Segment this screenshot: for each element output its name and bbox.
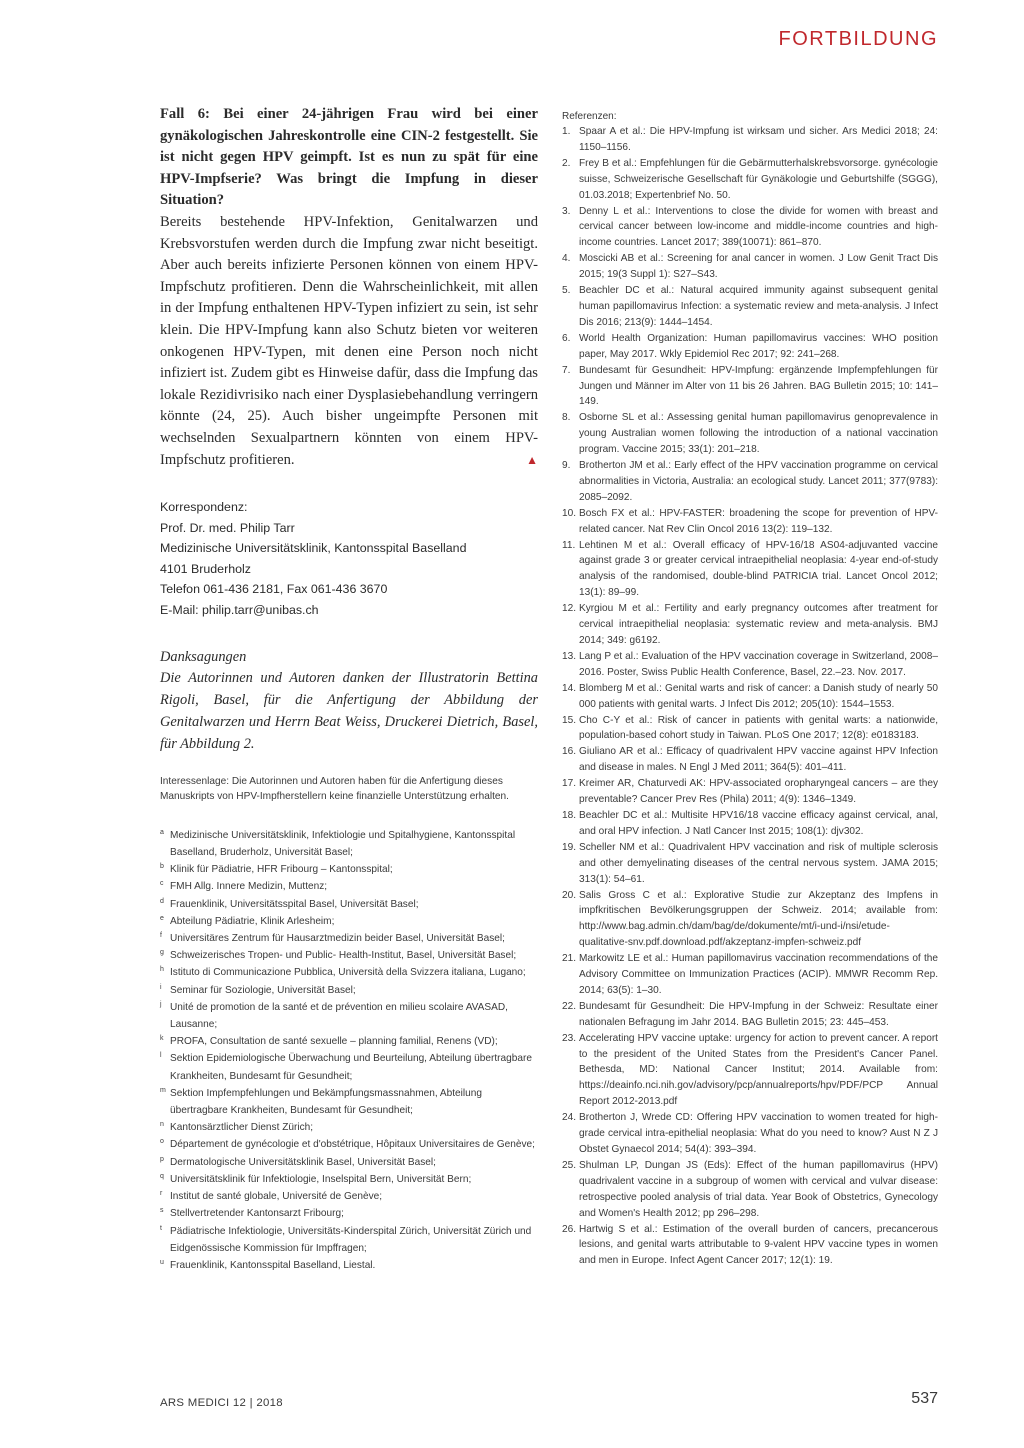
correspondence-institution: Medizinische Universitätsklinik, Kantonsspital Baselland (160, 541, 467, 556)
reference-number: 22. (562, 1000, 577, 1012)
reference-text: Lang P et al.: Evaluation of the HPV vaccination coverage in Switzerland, 2008–2016. Poster, Swiss Public Health Conference, Basel, 22.–23. Nov. 2017. (579, 650, 938, 678)
reference-item (562, 363, 938, 411)
left-column (160, 104, 538, 1274)
affiliation-text: Sektion Impfempfehlungen und Bekämpfungsmassnahmen, Abteilung übertragbare Krankheiten, Bundesamt für Gesundheit; (170, 1087, 482, 1117)
affiliation-item (160, 930, 538, 947)
reference-number: 11. (562, 539, 576, 551)
reference-item (562, 124, 938, 156)
reference-text: Bundesamt für Gesundheit: Die HPV-Impfung in der Schweiz: Resultate einer nationalen Befragung im Jahr 2014. BAG Bulletin 2015; 23: 445–453. (579, 1000, 938, 1028)
reference-item (562, 681, 938, 713)
affiliation-text: Abteilung Pädiatrie, Klinik Arlesheim; (170, 915, 335, 927)
reference-text: Osborne SL et al.: Assessing genital human papillomavirus genoprevalence in young Australian women following the introduction of a national vaccination program. Vaccine 2015; 33(1): 201–218. (579, 412, 938, 456)
correspondence-label: Korrespondenz: (160, 500, 248, 515)
reference-number: 8. (562, 412, 571, 424)
reference-item (562, 410, 938, 458)
reference-number: 6. (562, 332, 571, 344)
reference-item (562, 1110, 938, 1158)
reference-number: 26. (562, 1223, 577, 1235)
reference-number: 3. (562, 205, 571, 217)
reference-item (562, 331, 938, 363)
reference-text: Shulman LP, Dungan JS (Eds): Effect of the human papillomavirus (HPV) quadrivalent vaccine in a subgroup of women with cervical and vulvar disease: retrospective pooled analysis of trial data. Year Book of Obstetrics, Gynecology and Women's Health 2012; pp 296–298. (579, 1159, 938, 1219)
reference-number: 7. (562, 364, 571, 376)
reference-text: Salis Gross C et al.: Explorative Studie zur Akzeptanz des Impfens in impfkritischen Bevölkerungsgruppen der Schweiz. 2014; available from: http://www.bag.admin.ch/dam/bag/de/dokumente/mt/i-und-i/nsi/etude-qualitative-snv.pdf.download.pdf/akzeptanz-impfen-schweiz.pdf (579, 889, 938, 949)
reference-text: Brotherton JM et al.: Early effect of the HPV vaccination programme on cervical abnormalities in Victoria, Australia: an ecological study. Lancet 2011; 377(9783): 2085–2092. (579, 460, 938, 503)
affiliation-item (160, 964, 538, 981)
reference-number: 2. (562, 157, 571, 169)
affiliation-text: Klinik für Pädiatrie, HFR Fribourg – Kantonsspital; (170, 864, 393, 876)
correspondence-city: 4101 Bruderholz (160, 561, 251, 576)
affiliation-text: Stellvertretender Kantonsarzt Fribourg; (170, 1208, 344, 1220)
affiliation-marker: r (160, 1190, 163, 1198)
reference-number: 1. (562, 126, 571, 137)
case-answer-text: Bereits bestehende HPV-Infektion, Genitalwarzen und Krebsvorstufen werden durch die Impfung zwar nicht beseitigt. Aber auch bereits infizierte Personen können von einem HPV-Impfschutz profitieren. Denn die Wahrscheinlichkeit, mit allen in der Impfung enthaltenen HPV-Typen infiziert zu sein, ist sehr klein. Die HPV-Impfung kann also Schutz bieten vor weiteren onkogenen HPV-Typen, mit denen eine Person noch nicht infiziert ist. Zudem gibt es Hinweise dafür, dass die Impfung das lokale Rezidivrisiko nach einer Dysplasiebehandlung verringern könnte (24, 25). Auch bisher ungeimpfte Personen mit wechselnden Sexualpartnern könnten von einem HPV-Impfschutz profitieren. (160, 213, 538, 468)
acknowledgements-heading: Danksagungen (160, 648, 247, 665)
case-answer (160, 212, 538, 471)
reference-text: Hartwig S et al.: Estimation of the overall burden of cancers, precancerous lesions, and genital warts attributable to 9-valent HPV vaccine types in women and men in Europe. Infect Agent Cancer 2017; 12(1): 19. (579, 1223, 938, 1267)
affiliation-text: Schweizerisches Tropen- und Public- Health-Institut, Basel, Universität Basel; (170, 950, 517, 962)
reference-text: Markowitz LE et al.: Human papillomavirus vaccination recommendations of the Advisory Committee on Immunization Practices (ACIP). MMWR Recomm Rep. 2014; 63(5): 1–30. (579, 953, 938, 996)
reference-item (562, 776, 938, 808)
reference-text: Scheller NM et al.: Quadrivalent HPV vaccination and risk of multiple sclerosis and other demyelinating diseases of the central nervous system. JAMA 2015; 313(1): 54–61. (579, 841, 938, 885)
end-triangle-icon: ▲ (526, 452, 538, 467)
reference-number: 18. (562, 809, 577, 821)
affiliation-marker: g (160, 949, 164, 957)
reference-item (562, 601, 938, 649)
affiliation-item (160, 913, 538, 930)
reference-item (562, 538, 938, 602)
affiliation-item (160, 1257, 538, 1274)
affiliation-text: Sektion Epidemiologische Überwachung und Beurteilung, Abteilung übertragbare Krankheiten, Bundesamt für Gesundheit; (170, 1053, 532, 1082)
reference-text: Beachler DC et al.: Multisite HPV16/18 vaccine efficacy against cervical, anal, and oral HPV infection. J Natl Cancer Inst 2015; 108(1): djv302. (579, 809, 938, 837)
reference-text: Cho C-Y et al.: Risk of cancer in patients with genital warts: a nationwide, population-based cohort study in Taiwan. PLoS One 2017; 12(8): e0183183. (579, 714, 938, 742)
reference-text: Bosch FX et al.: HPV-FASTER: broadening the scope for prevention of HPV-related cancer. Nat Rev Clin Oncol 2016 13(2): 119–132. (579, 507, 938, 535)
affiliation-text: PROFA, Consultation de santé sexuelle – planning familial, Renens (VD); (170, 1036, 498, 1048)
affiliation-item (160, 896, 538, 913)
reference-text: Blomberg M et al.: Genital warts and risk of cancer: a Danish study of nearly 50 000 patients with genital warts. J Infect Dis 2012; 205(10): 1544–1553. (579, 682, 938, 710)
affiliation-text: Istituto di Communicazione Pubblica, Università della Svizzera italiana, Lugano; (170, 967, 526, 979)
affiliation-item (160, 1136, 538, 1153)
case-question: Fall 6: Bei einer 24-jährigen Frau wird bei einer gynäkologischen Jahreskontrolle eine CIN-2 festgestellt. Sie ist nicht gegen HPV geimpft. Ist es nun zu spät für eine HPV-Impfserie? Was bringt die Impfung in dieser Situation? (160, 106, 538, 209)
reference-item (562, 951, 938, 999)
affiliation-marker: e (160, 914, 164, 922)
reference-text: Accelerating HPV vaccine uptake: urgency for action to prevent cancer. A report to the president of the United States from the President's Cancer Panel. Bethesda, MD: National Cancer Institut; 2014. Available from: https://deainfo.nci.nih.gov/advisory/pcp/annualreports/hpv/PDF/PCP Annual Report 2012-2013.pdf (579, 1032, 938, 1108)
reference-number: 12. (562, 603, 577, 615)
reference-item (562, 1158, 938, 1222)
reference-item (562, 713, 938, 745)
reference-number: 10. (562, 507, 577, 519)
acknowledgements (160, 647, 538, 756)
correspondence-name: Prof. Dr. med. Philip Tarr (160, 520, 295, 535)
reference-item (562, 1222, 938, 1270)
reference-item (562, 458, 938, 506)
affiliation-text: Dermatologische Universitätsklinik Basel, Universität Basel; (170, 1156, 436, 1168)
affiliation-marker: b (160, 863, 164, 871)
affiliation-item (160, 999, 538, 1033)
reference-text: World Health Organization: Human papillomavirus vaccines: WHO position paper, May 2017. Wkly Epidemiol Rec 2017; 92: 241–268. (579, 332, 938, 360)
affiliation-marker: p (160, 1155, 164, 1163)
correspondence-block (160, 497, 538, 621)
affiliation-item (160, 861, 538, 878)
reference-number: 9. (562, 460, 571, 472)
affiliation-text: Département de gynécologie et d'obstétrique, Hôpitaux Universitaires de Genève; (170, 1139, 535, 1151)
affiliation-text: FMH Allg. Innere Medizin, Muttenz; (170, 881, 328, 893)
affiliation-item (160, 1154, 538, 1171)
affiliations-list (160, 827, 538, 1274)
conflict-of-interest: Interessenlage: Die Autorinnen und Autoren haben für die Anfertigung dieses Manuskripts von HPV-Impfherstellern keine finanzielle Unterstützung erhalten. (160, 775, 509, 803)
reference-item (562, 840, 938, 888)
affiliation-marker: c (160, 880, 164, 888)
affiliation-item (160, 1188, 538, 1205)
reference-number: 15. (562, 714, 577, 726)
references-column (562, 110, 938, 1269)
affiliation-item (160, 1205, 538, 1222)
affiliation-marker: o (160, 1138, 164, 1146)
affiliation-marker: t (160, 1224, 162, 1232)
section-title: FORTBILDUNG (778, 28, 938, 50)
affiliation-text: Universitäres Zentrum für Hausarztmedizin beider Basel, Universität Basel; (170, 933, 505, 945)
reference-item (562, 283, 938, 331)
correspondence-phone: Telefon 061-436 2181, Fax 061-436 3670 (160, 582, 388, 597)
affiliation-item (160, 1171, 538, 1188)
affiliation-text: Frauenklinik, Universitätsspital Basel, Universität Basel; (170, 898, 419, 910)
reference-number: 20. (562, 889, 577, 901)
affiliation-text: Institut de santé globale, Université de Genève; (170, 1191, 383, 1203)
reference-number: 21. (562, 953, 577, 965)
affiliation-text: Unité de promotion de la santé et de prévention en milieu scolaire AVASAD, Lausanne; (170, 1001, 508, 1031)
reference-item (562, 156, 938, 204)
affiliation-text: Kantonsärztlicher Dienst Zürich; (170, 1122, 314, 1134)
affiliation-text: Pädiatrische Infektiologie, Universitäts-Kinderspital Zürich, Universität Zürich und Eidgenössische Kommission für Impffragen; (170, 1225, 532, 1254)
affiliation-item (160, 878, 538, 895)
affiliation-marker: d (160, 897, 164, 905)
affiliation-marker: a (160, 828, 164, 836)
affiliation-item (160, 1050, 538, 1084)
reference-item (562, 204, 938, 252)
affiliation-text: Universitätsklinik für Infektiologie, Inselspital Bern, Universität Bern; (170, 1173, 472, 1185)
reference-text: Moscicki AB et al.: Screening for anal cancer in women. J Low Genit Tract Dis 2015; 19(3 Suppl 1): S27–S43. (579, 253, 938, 281)
reference-text: Bundesamt für Gesundheit: HPV-Impfung: ergänzende Impfempfehlungen für Jungen und Männer im Alter von 11 bis 26 Jahren. BAG Bulletin 2015; 10: 141–149. (579, 364, 938, 408)
affiliation-marker: j (160, 1000, 162, 1008)
affiliation-marker: i (160, 983, 162, 991)
correspondence-email: E-Mail: philip.tarr@unibas.ch (160, 603, 319, 618)
affiliation-item (160, 1223, 538, 1257)
reference-item (562, 808, 938, 840)
reference-number: 25. (562, 1159, 577, 1171)
reference-item (562, 999, 938, 1031)
reference-number: 17. (562, 778, 577, 790)
affiliation-item (160, 827, 538, 861)
reference-item (562, 888, 938, 952)
reference-number: 19. (562, 841, 577, 853)
reference-item (562, 506, 938, 538)
affiliation-item (160, 982, 538, 999)
affiliation-item (160, 947, 538, 964)
journal-footer: ARS MEDICI 12 | 2018 (160, 1397, 283, 1409)
reference-number: 5. (562, 285, 571, 297)
affiliation-item (160, 1033, 538, 1050)
affiliation-text: Frauenklinik, Kantonsspital Baselland, Liestal. (170, 1259, 376, 1271)
acknowledgements-text: Die Autorinnen und Autoren danken der Illustratorin Bettina Rigoli, Basel, für die Anfertigung der Abbildung der Genitalwarzen und Herrn Beat Weiss, Druckerei Dietrich, Basel, für Abbildung 2. (160, 670, 538, 752)
affiliation-marker: h (160, 966, 164, 974)
reference-text: Kreimer AR, Chaturvedi AK: HPV-associated oropharyngeal cancers – are they preventable? Cancer Prev Res (Phila) 2011; 4(9): 1346–1349. (579, 778, 938, 806)
affiliation-marker: s (160, 1207, 164, 1215)
reference-text: Beachler DC et al.: Natural acquired immunity against subsequent genital human papillomavirus Infection: a systematic review and meta-analysis. J Infect Dis 2016; 213(9): 1444–1454. (579, 285, 938, 328)
affiliation-marker: n (160, 1121, 164, 1129)
reference-number: 14. (562, 682, 577, 694)
reference-text: Brotherton J, Wrede CD: Offering HPV vaccination to women treated for high-grade cervical intra-epithelial neoplasia: What do you need to know? Aust N Z J Obstet Gynaecol 2014; 54(4): 393–394. (579, 1112, 938, 1155)
reference-text: Lehtinen M et al.: Overall efficacy of HPV-16/18 AS04-adjuvanted vaccine against grade 3 or greater cervical intraepithelial neoplasia: 4-year end-of-study analysis of the randomised, double-blind PATRICIA trial. Lancet Oncol 2012; 13(1): 89–99. (579, 539, 938, 599)
reference-item (562, 649, 938, 681)
affiliation-marker: l (160, 1052, 162, 1060)
reference-number: 23. (562, 1032, 577, 1044)
reference-text: Frey B et al.: Empfehlungen für die Gebärmutterhalskrebsvorsorge. gynécologie suisse, Schweizerische Gesellschaft für Gynäkologie und Geburtshilfe (SGGG), 01.03.2018; Expertenbrief No. 50. (579, 157, 938, 201)
reference-text: Giuliano AR et al.: Efficacy of quadrivalent HPV vaccine against HPV Infection and disease in males. N Engl J Med 2011; 364(5): 401–411. (579, 746, 938, 774)
reference-number: 13. (562, 650, 577, 662)
reference-text: Spaar A et al.: Die HPV-Impfung ist wirksam und sicher. Ars Medici 2018; 24: 1150–1156. (579, 126, 938, 153)
affiliation-item (160, 1085, 538, 1119)
reference-item (562, 744, 938, 776)
reference-number: 4. (562, 253, 571, 265)
affiliation-marker: f (160, 932, 162, 940)
reference-text: Kyrgiou M et al.: Fertility and early pregnancy outcomes after treatment for cervical intraepithelial neoplasia: systematic review and meta-analysis. BMJ 2014; 349: g6192. (579, 603, 938, 646)
page-number: 537 (911, 1390, 938, 1407)
affiliation-marker: q (160, 1172, 164, 1180)
affiliation-marker: u (160, 1258, 164, 1266)
reference-number: 24. (562, 1112, 577, 1124)
affiliation-marker: k (160, 1035, 164, 1043)
affiliation-text: Medizinische Universitätsklinik, Infektiologie und Spitalhygiene, Kantonsspital Baselland, Bruderholz, Universität Basel; (170, 829, 516, 859)
reference-item (562, 1031, 938, 1111)
affiliation-marker: m (160, 1086, 166, 1094)
affiliation-text: Seminar für Soziologie, Universität Basel; (170, 984, 356, 996)
reference-item (562, 251, 938, 283)
references-heading: Referenzen: (562, 111, 617, 122)
reference-text: Denny L et al.: Interventions to close the divide for women with breast and cervical cancer between low-income and middle-income countries and high-income countries. Lancet 2017; 389(10071): 861–870. (579, 205, 938, 249)
affiliation-item (160, 1119, 538, 1136)
reference-number: 16. (562, 746, 577, 758)
